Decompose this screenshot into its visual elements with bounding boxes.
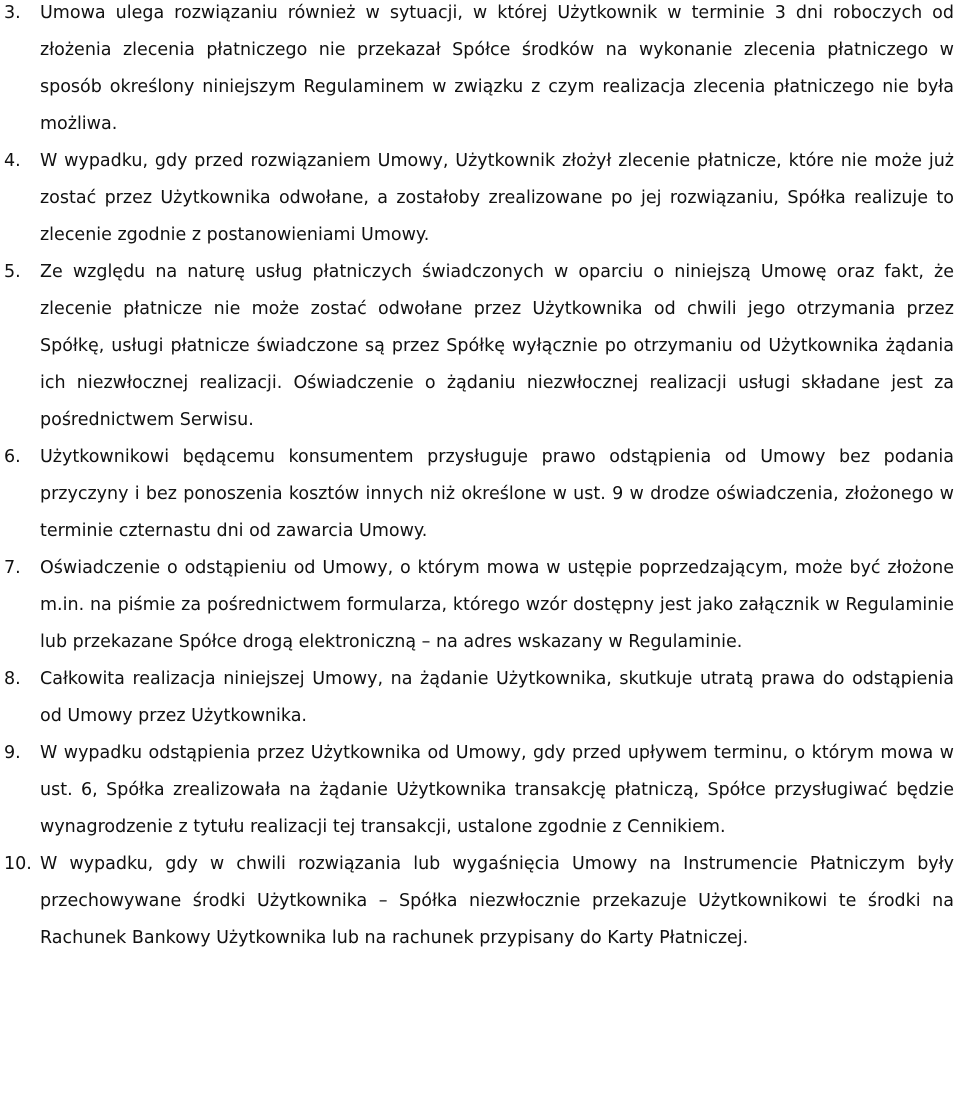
list-item-4 bbox=[4, 143, 954, 254]
item-number: 9. bbox=[4, 743, 21, 763]
item-number: 4. bbox=[4, 151, 21, 171]
item-text: Całkowita realizacja niniejszej Umowy, na żądanie Użytkownika, skutkuje utratą prawa do odstąpienia od Umowy przez Użytkownika. bbox=[40, 669, 954, 726]
item-text: W wypadku, gdy w chwili rozwiązania lub wygaśnięcia Umowy na Instrumencie Płatniczym były przechowywane środki Użytkownika – Spółka niezwłocznie przekazuje Użytkownikowi te środki na Rachunek Bankowy Użytkownika lub na rachunek przypisany do Karty Płatniczej. bbox=[40, 854, 954, 948]
item-text: Użytkownikowi będącemu konsumentem przysługuje prawo odstąpienia od Umowy bez podania przyczyny i bez ponoszenia kosztów innych niż określone w ust. 9 w drodze oświadczenia, złożonego w terminie czternastu dni od zawarcia Umowy. bbox=[40, 447, 954, 541]
item-text: W wypadku odstąpienia przez Użytkownika od Umowy, gdy przed upływem terminu, o którym mowa w ust. 6, Spółka zrealizowała na żądanie Użytkownika transakcję płatniczą, Spółce przysługiwać będzie wynagrodzenie z tytułu realizacji tej transakcji, ustalone zgodnie z Cennikiem. bbox=[40, 743, 954, 837]
item-text: Ze względu na naturę usług płatniczych świadczonych w oparciu o niniejszą Umowę oraz fakt, że zlecenie płatnicze nie może zostać odwołane przez Użytkownika od chwili jego otrzymania przez Spółkę, usługi płatnicze świadczone są przez Spółkę wyłącznie po otrzymaniu od Użytkownika żądania ich niezwłocznej realizacji. Oświadczenie o żądaniu niezwłocznej realizacji usługi składane jest za pośrednictwem Serwisu. bbox=[40, 262, 954, 430]
item-number: 5. bbox=[4, 262, 21, 282]
item-text: Oświadczenie o odstąpieniu od Umowy, o którym mowa w ustępie poprzedzającym, może być złożone m.in. na piśmie za pośrednictwem formularza, którego wzór dostępny jest jako załącznik w Regulaminie lub przekazane Spółce drogą elektroniczną – na adres wskazany w Regulaminie. bbox=[40, 558, 954, 652]
item-number: 3. bbox=[4, 3, 21, 23]
list-item-6 bbox=[4, 439, 954, 550]
list-item-7 bbox=[4, 550, 954, 661]
item-number: 7. bbox=[4, 558, 21, 578]
item-number: 10. bbox=[4, 854, 32, 874]
item-text: W wypadku, gdy przed rozwiązaniem Umowy, Użytkownik złożył zlecenie płatnicze, które nie może już zostać przez Użytkownika odwołane, a zostałoby zrealizowane po jej rozwiązaniu, Spółka realizuje to zlecenie zgodnie z postanowieniami Umowy. bbox=[40, 151, 954, 245]
list-item-9 bbox=[4, 735, 954, 846]
item-number: 6. bbox=[4, 447, 21, 467]
item-number: 8. bbox=[4, 669, 21, 689]
list-item-10 bbox=[4, 846, 954, 957]
list-item-3 bbox=[4, 0, 954, 143]
item-text: Umowa ulega rozwiązaniu również w sytuacji, w której Użytkownik w terminie 3 dni roboczych od złożenia zlecenia płatniczego nie przekazał Spółce środków na wykonanie zlecenia płatniczego w sposób określony niniejszym Regulaminem w związku z czym realizacja zlecenia płatniczego nie była możliwa. bbox=[40, 3, 954, 134]
list-item-8 bbox=[4, 661, 954, 735]
list-item-5 bbox=[4, 254, 954, 439]
